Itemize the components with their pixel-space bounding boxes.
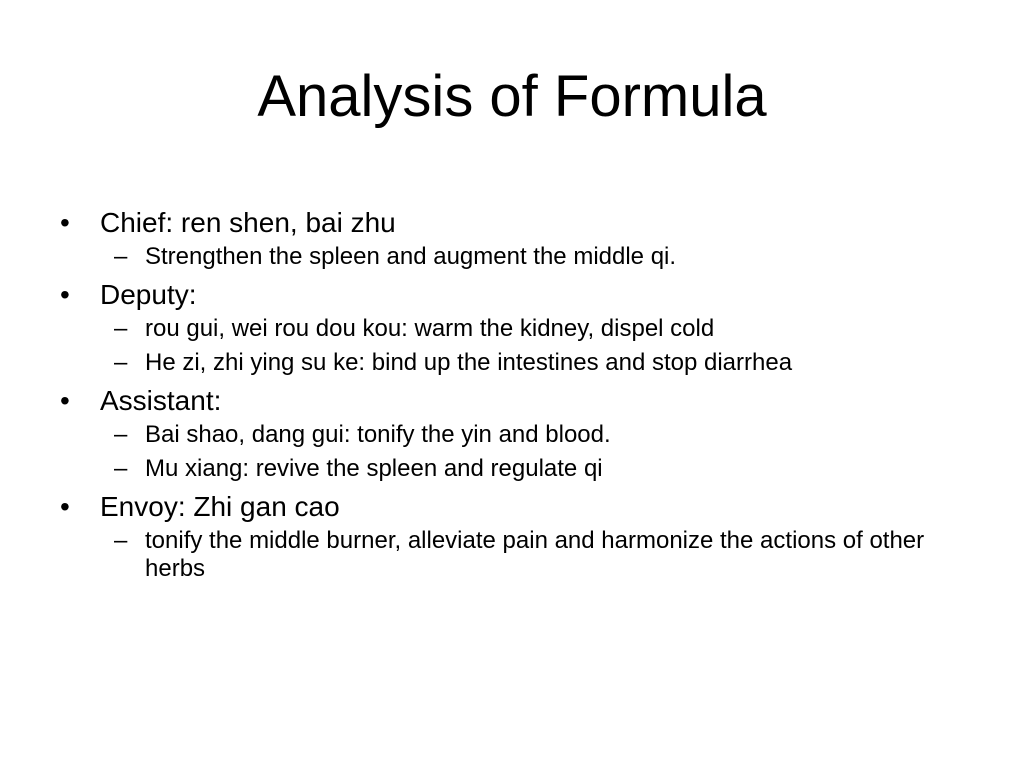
dash-marker-icon: –: [114, 455, 128, 482]
dash-marker-icon: –: [114, 421, 128, 448]
bullet-label: Deputy:: [100, 279, 197, 310]
sub-item-text: Mu xiang: revive the spleen and regulate qi: [145, 455, 603, 482]
sub-item-text: He zi, zhi ying su ke: bind up the intestines and stop diarrhea: [145, 349, 793, 376]
bullet-label: Chief: ren shen, bai zhu: [100, 207, 396, 238]
bullet-item-envoy: [57, 489, 977, 525]
bullet-marker-icon: •: [60, 207, 70, 238]
bullet-marker-icon: •: [60, 279, 70, 310]
sub-item: [57, 315, 977, 343]
bullet-label: Assistant:: [100, 385, 222, 416]
dash-marker-icon: –: [114, 243, 128, 270]
dash-marker-icon: –: [114, 527, 128, 554]
bullet-label: Envoy: Zhi gan cao: [100, 491, 340, 522]
bullet-item-assistant: [57, 383, 977, 419]
sub-item: [57, 243, 977, 271]
sub-item: [57, 455, 977, 483]
sub-item: [57, 349, 977, 377]
bullet-list: [57, 205, 977, 589]
dash-marker-icon: –: [114, 349, 128, 376]
sub-item: [57, 421, 977, 449]
sub-item: [57, 527, 977, 583]
sub-item-text: rou gui, wei rou dou kou: warm the kidney, dispel cold: [145, 315, 715, 342]
bullet-marker-icon: •: [60, 385, 70, 416]
bullet-marker-icon: •: [60, 491, 70, 522]
bullet-item-deputy: [57, 277, 977, 313]
slide-title: Analysis of Formula: [257, 64, 767, 129]
bullet-item-chief: [57, 205, 977, 241]
sub-item-text: Strengthen the spleen and augment the middle qi.: [145, 243, 677, 270]
sub-item-text: tonify the middle burner, alleviate pain and harmonize the actions of other herbs: [145, 527, 925, 582]
sub-item-text: Bai shao, dang gui: tonify the yin and blood.: [145, 421, 611, 448]
dash-marker-icon: –: [114, 315, 128, 342]
